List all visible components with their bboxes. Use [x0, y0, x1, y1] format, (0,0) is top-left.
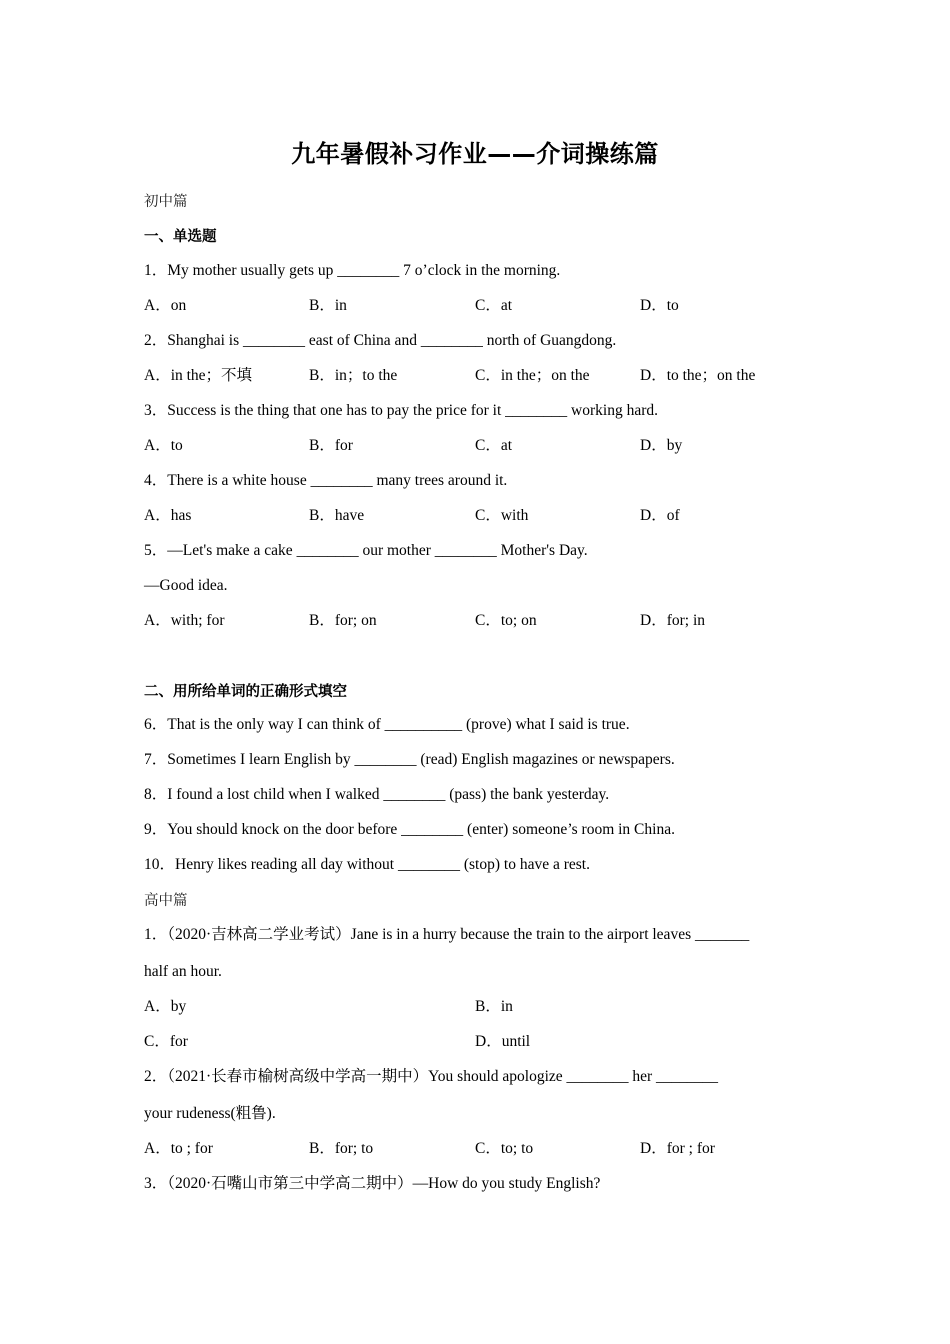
option-b: B．for; to	[309, 1140, 374, 1157]
option-b: B．for	[309, 437, 353, 454]
option-c: C．for	[144, 1033, 188, 1050]
option-a: A．with; for	[144, 612, 225, 629]
option-d: D．for ; for	[640, 1140, 715, 1157]
question-stem: 1．（2020·吉林高二学业考试）Jane is in a hurry because the train to the airport leaves _______	[144, 926, 750, 943]
option-b: B．in	[309, 297, 347, 314]
option-a: A．on	[144, 297, 187, 314]
option-a: A．in the；不填	[144, 367, 253, 384]
option-d: D．of	[640, 507, 680, 524]
option-c: C．to; to	[475, 1140, 534, 1157]
option-d: D．to the；on the	[640, 367, 756, 384]
option-c: C．at	[475, 437, 513, 454]
fill-blank-item: 9．You should knock on the door before ________ (enter) someone’s room in China.	[144, 821, 675, 838]
option-b: B．in；to the	[309, 367, 398, 384]
option-c: C．to; on	[475, 612, 537, 629]
fill-blank-item: 7．Sometimes I learn English by ________ (read) English magazines or newspapers.	[144, 751, 675, 768]
option-c: C．in the；on the	[475, 367, 590, 384]
section1-heading: 一、单选题	[144, 229, 217, 245]
option-c: C．at	[475, 297, 513, 314]
option-b: B．in	[475, 998, 513, 1015]
option-d: D．by	[640, 437, 683, 454]
option-d: D．for; in	[640, 612, 706, 629]
question-stem-line2: half an hour.	[144, 963, 222, 980]
fill-blank-item: 10．Henry likes reading all day without ________ (stop) to have a rest.	[144, 856, 590, 873]
question-stem: 2．Shanghai is ________ east of China and ________ north of Guangdong.	[144, 332, 617, 349]
question-stem: 3．（2020·石嘴山市第三中学高二期中）—How do you study English?	[144, 1175, 601, 1192]
option-c: C．with	[475, 507, 529, 524]
page-title: 九年暑假补习作业——介词操练篇	[291, 140, 659, 168]
question-stem: 5．—Let's make a cake ________ our mother ________ Mother's Day.	[144, 542, 588, 559]
fill-blank-item: 6．That is the only way I can think of __________ (prove) what I said is true.	[144, 716, 630, 733]
option-d: D．until	[475, 1033, 531, 1050]
section2-heading: 二、用所给单词的正确形式填空	[144, 684, 347, 700]
option-b: B．for; on	[309, 612, 377, 629]
option-a: A．to ; for	[144, 1140, 213, 1157]
option-a: A．to	[144, 437, 183, 454]
junior-label: 初中篇	[144, 194, 188, 210]
question-stem: 1．My mother usually gets up ________ 7 o’clock in the morning.	[144, 262, 561, 279]
option-a: A．has	[144, 507, 192, 524]
senior-label: 高中篇	[144, 893, 188, 909]
fill-blank-item: 8．I found a lost child when I walked ________ (pass) the bank yesterday.	[144, 786, 610, 803]
question-stem-line2: your rudeness(粗鲁).	[144, 1105, 276, 1122]
option-a: A．by	[144, 998, 187, 1015]
option-d: D．to	[640, 297, 679, 314]
question-stem: 4．There is a white house ________ many trees around it.	[144, 472, 508, 489]
option-b: B．have	[309, 507, 365, 524]
question-stem: 2．（2021·长春市榆树高级中学高一期中）You should apologize ________ her ________	[144, 1068, 719, 1085]
question-stem: 3．Success is the thing that one has to pay the price for it ________ working hard.	[144, 402, 658, 419]
question-stem-line2: —Good idea.	[144, 577, 228, 594]
